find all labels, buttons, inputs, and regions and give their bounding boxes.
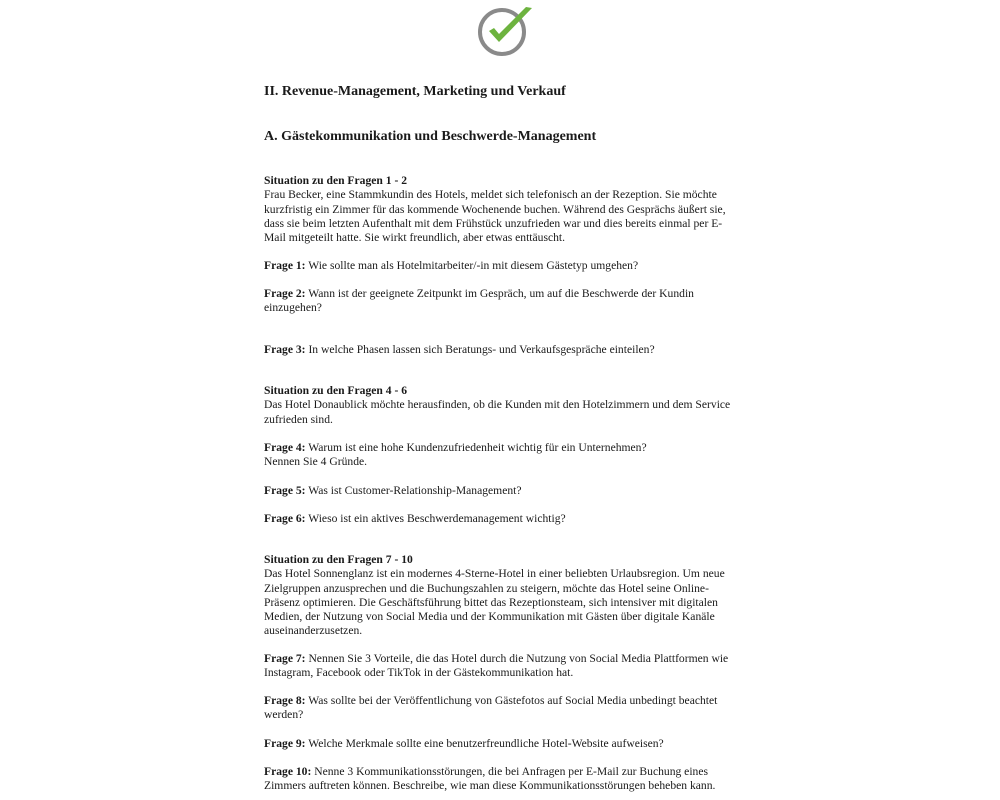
question-label: Frage 1: [264,259,306,272]
situation-1 [264,174,744,245]
situation-title: Situation zu den Fragen 7 - 10 [264,553,413,566]
question-label: Frage 7: [264,652,306,665]
question-text: In welche Phasen lassen sich Beratungs- und Verkaufsgespräche einteilen? [308,343,655,356]
situation-3 [264,553,744,639]
question-label: Frage 2: [264,287,306,300]
situation-title: Situation zu den Fragen 4 - 6 [264,384,407,397]
question-6 [264,512,744,526]
question-5 [264,484,744,498]
question-3 [264,343,744,357]
question-label: Frage 8: [264,694,306,707]
question-label: Frage 6: [264,512,306,525]
situation-text: Frau Becker, eine Stammkundin des Hotels, meldet sich telefonisch an der Rezeption. Sie möchte kurzfristig ein Zimmer für das kommende Wochenende buchen. Während des Gesprächs äußert sie, dass sie beim letzten Aufenthalt mit dem Frühstück unzufrieden war und dies bereits einmal per E-Mail mitgeteilt hatte. Sie wirkt freundlich, aber etwas enttäuscht. [264,188,726,245]
situation-title: Situation zu den Fragen 1 - 2 [264,174,407,187]
question-text: Was ist Customer-Relationship-Management? [308,484,522,497]
question-text-2: Nennen Sie 4 Gründe. [264,455,368,469]
question-text: Nenne 3 Kommunikationsstörungen, die bei Anfragen per E-Mail zur Buchung eines Zimmers auftreten können. Beschreibe, wie man diese Kommunikationsstörungen beheben kann. [264,765,716,793]
question-text: Wie sollte man als Hotelmitarbeiter/-in mit diesem Gästetyp umgehen? [308,259,639,272]
question-text: Wieso ist ein aktives Beschwerdemanagement wichtig? [308,512,566,525]
question-label: Frage 3: [264,343,306,356]
question-label: Frage 5: [264,484,306,497]
question-label: Frage 9: [264,737,306,750]
question-text: Welche Merkmale sollte eine benutzerfreundliche Hotel-Website aufweisen? [308,737,664,750]
question-8 [264,694,744,723]
question-text: Nennen Sie 3 Vorteile, die das Hotel durch die Nutzung von Social Media Plattformen wie Instagram, Facebook oder TikTok in der Gästekommunikation hat. [264,652,729,680]
question-2 [264,287,744,316]
question-1 [264,259,744,273]
subsection-heading: A. Gästekommunikation und Beschwerde-Management [264,129,597,144]
question-label: Frage 4: [264,441,306,454]
section-heading: II. Revenue-Management, Marketing und Verkauf [264,84,566,99]
checkmark-circle-icon [476,4,536,56]
question-text: Wann ist der geeignete Zeitpunkt im Gespräch, um auf die Beschwerde der Kundin einzugehen? [264,287,694,315]
question-label: Frage 10: [264,765,312,778]
question-4 [264,441,744,470]
situation-text: Das Hotel Sonnenglanz ist ein modernes 4-Sterne-Hotel in einer beliebten Urlaubsregion. Um neue Zielgruppen anzusprechen und die Buchungszahlen zu steigern, möchte das Hotel seine Online-Präsenz optimieren. Die Geschäftsführung bittet das Rezeptionsteam, sich intensiver mit digitalen Medien, der Nutzung von Social Media und der Kommunikation mit Gästen über digitale Kanäle auseinanderzusetzen. [264,567,725,638]
question-text: Was sollte bei der Veröffentlichung von Gästefotos auf Social Media unbedingt beachtet werden? [264,694,718,722]
situation-text: Das Hotel Donaublick möchte herausfinden, ob die Kunden mit den Hotelzimmern und dem Service zufrieden sind. [264,398,731,426]
question-9 [264,737,744,751]
question-text: Warum ist eine hohe Kundenzufriedenheit wichtig für ein Unternehmen? [308,441,647,454]
question-7 [264,652,744,681]
situation-2 [264,384,744,427]
question-10 [264,765,744,794]
